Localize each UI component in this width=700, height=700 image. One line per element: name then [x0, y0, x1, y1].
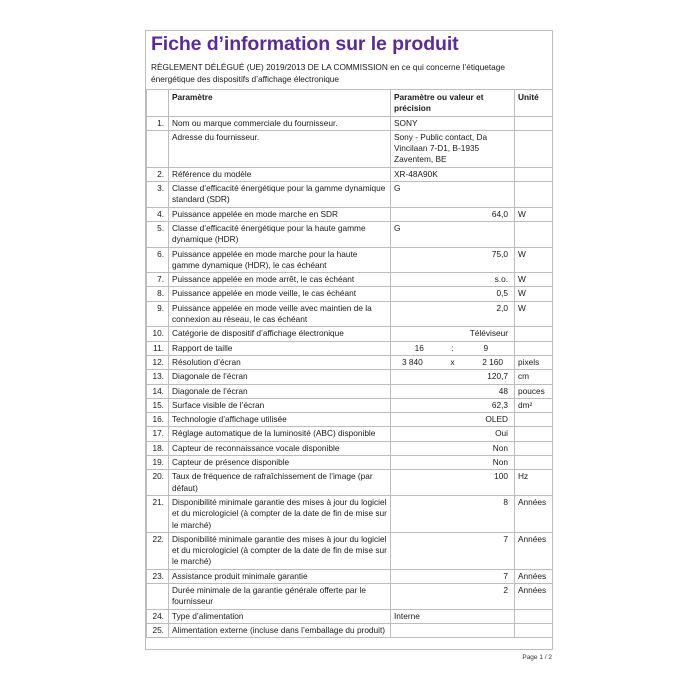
table-row: [147, 427, 553, 441]
row-parameter: Rapport de taille: [169, 341, 391, 355]
table-row: [147, 470, 553, 496]
row-number: 24.: [147, 609, 169, 623]
document-title: Fiche d’information sur le produit: [151, 33, 459, 55]
row-value: 8: [391, 495, 515, 532]
row-value: SONY: [391, 116, 515, 130]
value-part-2: 2 160: [482, 356, 503, 367]
row-unit: pouces: [515, 384, 553, 398]
row-unit: [515, 221, 553, 247]
row-value: [391, 341, 515, 355]
row-unit: W: [515, 247, 553, 273]
product-info-table: [146, 89, 553, 638]
row-parameter: Diagonale de l’écran: [169, 370, 391, 384]
table-body: [147, 116, 553, 638]
row-parameter: Référence du modèle: [169, 167, 391, 181]
table-header-row: [147, 90, 553, 117]
row-number: 23.: [147, 569, 169, 583]
row-number: [147, 130, 169, 167]
table-row: [147, 341, 553, 355]
row-unit: W: [515, 301, 553, 327]
row-parameter: Taux de fréquence de rafraîchissement de l’image (par défaut): [169, 470, 391, 496]
table-row: [147, 413, 553, 427]
row-unit: [515, 623, 553, 637]
table-row: [147, 609, 553, 623]
row-value: 7: [391, 569, 515, 583]
row-parameter: Puissance appelée en mode veille, le cas échéant: [169, 287, 391, 301]
row-number: 21.: [147, 495, 169, 532]
header-num: [147, 90, 169, 117]
row-value: [391, 623, 515, 637]
row-value: 2,0: [391, 301, 515, 327]
row-unit: [515, 341, 553, 355]
row-unit: W: [515, 207, 553, 221]
row-number: 18.: [147, 441, 169, 455]
row-unit: [515, 456, 553, 470]
row-number: 11.: [147, 341, 169, 355]
table-row: [147, 130, 553, 167]
table-row: [147, 182, 553, 208]
value-part-1: 3 840: [402, 356, 423, 367]
row-unit: cm: [515, 370, 553, 384]
row-value: G: [391, 182, 515, 208]
table-row: [147, 167, 553, 181]
header-param: Paramètre: [169, 90, 391, 117]
row-unit: W: [515, 287, 553, 301]
table-row: [147, 623, 553, 637]
row-number: 20.: [147, 470, 169, 496]
table-row: [147, 384, 553, 398]
row-unit: pixels: [515, 355, 553, 369]
row-unit: Hz: [515, 470, 553, 496]
row-unit: [515, 182, 553, 208]
row-unit: [515, 167, 553, 181]
row-number: 10.: [147, 327, 169, 341]
row-value: 7: [391, 532, 515, 569]
value-separator: x: [450, 356, 455, 367]
table-row: [147, 327, 553, 341]
row-number: 3.: [147, 182, 169, 208]
row-value: 62,3: [391, 398, 515, 412]
table-row: [147, 495, 553, 532]
row-unit: [515, 130, 553, 167]
row-number: 5.: [147, 221, 169, 247]
value-separator: :: [451, 342, 454, 353]
row-value: Interne: [391, 609, 515, 623]
row-parameter: Surface visible de l’écran: [169, 398, 391, 412]
row-parameter: Nom ou marque commerciale du fournisseur.: [169, 116, 391, 130]
row-value: Non: [391, 441, 515, 455]
table-row: [147, 583, 553, 609]
table-row: [147, 569, 553, 583]
table-row: [147, 207, 553, 221]
row-parameter: Résolution d’écran: [169, 355, 391, 369]
table-row: [147, 247, 553, 273]
row-unit: Années: [515, 532, 553, 569]
header-unit: Unité: [515, 90, 553, 117]
row-parameter: Diagonale de l’écran: [169, 384, 391, 398]
row-parameter: Adresse du fournisseur.: [169, 130, 391, 167]
table-row: [147, 370, 553, 384]
table-row: [147, 441, 553, 455]
row-value: 75,0: [391, 247, 515, 273]
row-value: Non: [391, 456, 515, 470]
row-number: 6.: [147, 247, 169, 273]
row-unit: [515, 441, 553, 455]
table-row: [147, 273, 553, 287]
header-value: Paramètre ou valeur et précision: [391, 90, 515, 117]
table-row: [147, 116, 553, 130]
row-number: 14.: [147, 384, 169, 398]
row-parameter: Disponibilité minimale garantie des mises à jour du logiciel et du micrologiciel (à compter de la date de fin de mise sur le marché): [169, 532, 391, 569]
table-row: [147, 221, 553, 247]
row-value: 0,5: [391, 287, 515, 301]
row-value: s.o.: [391, 273, 515, 287]
row-unit: [515, 413, 553, 427]
row-unit: W: [515, 273, 553, 287]
row-unit: [515, 427, 553, 441]
table-row: [147, 301, 553, 327]
row-number: 13.: [147, 370, 169, 384]
row-parameter: Alimentation externe (incluse dans l’emballage du produit): [169, 623, 391, 637]
row-unit: [515, 116, 553, 130]
row-number: 25.: [147, 623, 169, 637]
row-parameter: Disponibilité minimale garantie des mises à jour du logiciel et du micrologiciel (à compter de la date de fin de mise sur le marché): [169, 495, 391, 532]
value-part-1: 16: [414, 342, 424, 353]
row-number: 8.: [147, 287, 169, 301]
row-parameter: Assistance produit minimale garantie: [169, 569, 391, 583]
row-parameter: Réglage automatique de la luminosité (ABC) disponible: [169, 427, 391, 441]
row-number: 15.: [147, 398, 169, 412]
row-number: 7.: [147, 273, 169, 287]
table-row: [147, 532, 553, 569]
row-unit: Années: [515, 495, 553, 532]
row-parameter: Catégorie de dispositif d’affichage électronique: [169, 327, 391, 341]
row-parameter: Classe d’efficacité énergétique pour la gamme dynamique standard (SDR): [169, 182, 391, 208]
row-parameter: Type d’alimentation: [169, 609, 391, 623]
table-row: [147, 355, 553, 369]
row-value: Oui: [391, 427, 515, 441]
row-parameter: Durée minimale de la garantie générale offerte par le fournisseur: [169, 583, 391, 609]
page-number: Page 1 / 2: [522, 654, 552, 661]
row-parameter: Classe d’efficacité énergétique pour la haute gamme dynamique (HDR): [169, 221, 391, 247]
row-unit: [515, 609, 553, 623]
row-value: [391, 355, 515, 369]
row-number: 9.: [147, 301, 169, 327]
row-parameter: Technologie d’affichage utilisée: [169, 413, 391, 427]
row-value: 120,7: [391, 370, 515, 384]
product-info-sheet: [145, 30, 553, 650]
row-value: Téléviseur: [391, 327, 515, 341]
row-value: OLED: [391, 413, 515, 427]
row-parameter: Puissance appelée en mode marche en SDR: [169, 207, 391, 221]
row-number: [147, 583, 169, 609]
table-row: [147, 456, 553, 470]
row-parameter: Puissance appelée en mode arrêt, le cas échéant: [169, 273, 391, 287]
row-value: 64,0: [391, 207, 515, 221]
row-number: 2.: [147, 167, 169, 181]
table-row: [147, 287, 553, 301]
row-number: 19.: [147, 456, 169, 470]
row-value: XR-48A90K: [391, 167, 515, 181]
value-part-2: 9: [483, 342, 489, 353]
row-number: 16.: [147, 413, 169, 427]
row-unit: Années: [515, 583, 553, 609]
row-parameter: Puissance appelée en mode veille avec maintien de la connexion au réseau, le cas échéant: [169, 301, 391, 327]
row-parameter: Capteur de présence disponible: [169, 456, 391, 470]
row-number: 22.: [147, 532, 169, 569]
row-value: 100: [391, 470, 515, 496]
row-number: 4.: [147, 207, 169, 221]
row-unit: dm²: [515, 398, 553, 412]
regulation-subtitle: RÈGLEMENT DÉLÉGUÉ (UE) 2019/2013 DE LA COMMISSION en ce qui concerne l’étiquetage énergétique des dispositifs d’affichage électronique: [151, 62, 506, 84]
row-parameter: Puissance appelée en mode marche pour la haute gamme dynamique (HDR), le cas échéant: [169, 247, 391, 273]
row-number: 17.: [147, 427, 169, 441]
row-unit: [515, 327, 553, 341]
row-number: 12.: [147, 355, 169, 369]
row-number: 1.: [147, 116, 169, 130]
row-value: 48: [391, 384, 515, 398]
row-parameter: Capteur de reconnaissance vocale disponible: [169, 441, 391, 455]
row-value: 2: [391, 583, 515, 609]
table-row: [147, 398, 553, 412]
row-value: G: [391, 221, 515, 247]
row-value: Sony - Public contact, Da Vincilaan 7-D1, B-1935 Zaventem, BE: [391, 130, 515, 167]
row-unit: Années: [515, 569, 553, 583]
